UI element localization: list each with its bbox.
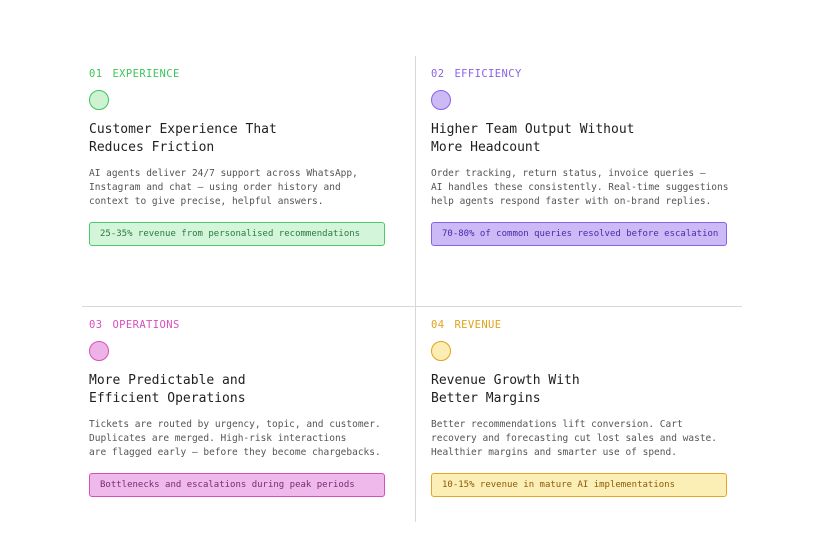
stat-badge: Bottlenecks and escalations during peak periods — [89, 473, 385, 497]
circle-icon — [431, 90, 451, 110]
card-category: REVENUE — [454, 319, 502, 331]
card-description: Better recommendations lift conversion. Cart recovery and forecasting cut lost sales and waste. Healthier margins and smarter use of spend. — [431, 419, 717, 458]
card-tag — [431, 67, 731, 81]
card-category: EXPERIENCE — [112, 68, 180, 80]
card-description: Tickets are routed by urgency, topic, and customer. Duplicates are merged. High-risk interactions are flagged early — before they become chargebacks. — [89, 419, 381, 458]
card-tag — [89, 67, 389, 81]
card-title: Customer Experience That Reduces Friction — [89, 122, 277, 155]
card-number: 04 — [431, 319, 445, 331]
pillars-grid — [82, 56, 742, 522]
card-category: OPERATIONS — [112, 319, 180, 331]
stat-badge: 25-35% revenue from personalised recommendations — [89, 222, 385, 246]
card-number: 01 — [89, 68, 103, 80]
horizontal-divider — [82, 306, 742, 307]
card-description: AI agents deliver 24/7 support across WhatsApp, Instagram and chat — using order history and context to give precise, helpful answers. — [89, 168, 358, 207]
card-operations — [89, 318, 389, 497]
card-description: Order tracking, return status, invoice queries — AI handles these consistently. Real-time suggestions help agents respond faster with on-brand replies. — [431, 168, 729, 207]
circle-icon — [431, 341, 451, 361]
circle-icon — [89, 341, 109, 361]
card-tag — [431, 318, 731, 332]
card-title: Revenue Growth With Better Margins — [431, 373, 580, 406]
vertical-divider — [415, 56, 416, 522]
card-tag — [89, 318, 389, 332]
card-revenue — [431, 318, 731, 497]
card-number: 02 — [431, 68, 445, 80]
card-number: 03 — [89, 319, 103, 331]
card-title: More Predictable and Efficient Operations — [89, 373, 246, 406]
card-experience — [89, 67, 389, 246]
circle-icon — [89, 90, 109, 110]
stat-badge: 10-15% revenue in mature AI implementations — [431, 473, 727, 497]
stat-badge: 70-80% of common queries resolved before escalation — [431, 222, 727, 246]
card-efficiency — [431, 67, 731, 246]
card-category: EFFICIENCY — [454, 68, 522, 80]
card-title: Higher Team Output Without More Headcount — [431, 122, 635, 155]
